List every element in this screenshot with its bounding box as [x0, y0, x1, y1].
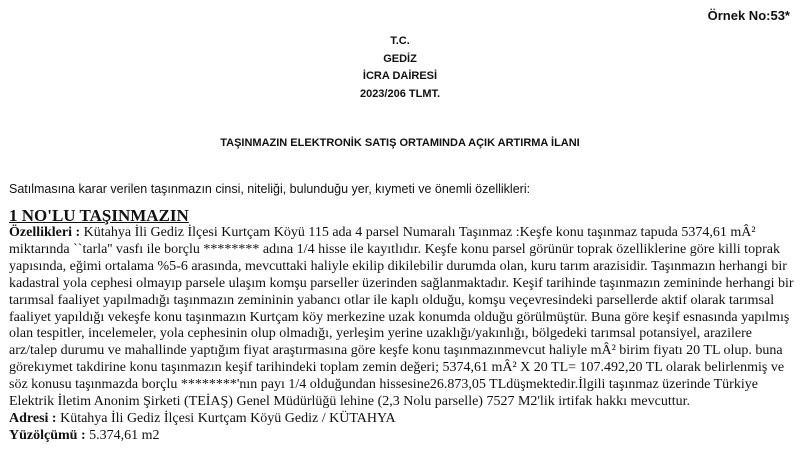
- header-line-office: İCRA DAİRESİ: [362, 70, 438, 82]
- header-line-case-no: 2023/206 TLMT.: [359, 87, 441, 100]
- property-details: [9, 225, 797, 445]
- area-label: Yüzölçümü :: [9, 427, 86, 443]
- property-heading: 1 NO'LU TAŞINMAZIN: [9, 206, 189, 225]
- intro-text: Satılmasına karar verilen taşınmazın cinsi, niteliği, bulunduğu yer, kıymeti ve önemli özellikleri:: [9, 182, 531, 196]
- notice-title: TAŞINMAZIN ELEKTRONİK SATIŞ ORTAMINDA AÇIK ARTIRMA İLANI: [220, 137, 580, 149]
- address-label: Adresi :: [9, 410, 57, 426]
- sample-number: Örnek No:53*: [707, 8, 790, 23]
- area-paragraph: [9, 428, 797, 445]
- features-paragraph: [9, 225, 797, 411]
- address-text: Kütahya İli Gediz İlçesi Kurtçam Köyü Gediz / KÜTAHYA: [56, 410, 396, 426]
- header-line-tc: T.C.: [390, 35, 410, 47]
- features-text: Kütahya İli Gediz İlçesi Kurtçam Köyü 115 ada 4 parsel Numaralı Taşınmaz :Keşfe konu taşınmaz tapuda 5374,61 mÂ² miktarında ``tarla'' vasfı ile borçlu ******** adına 1/4 hisse ile kayıtlıdır. Keşfe konu parsel görünür toprak özelliklerine göre killi toprak yapısında, eğimi ortalama %5-6 arasında, mevcuttaki haliyle ekilip dikilebilir durumda olan, kuru tarım arazisidir. Taşınmazın herhangi bir kadastral yola cephesi olmayıp parsele ulaşım komşu parseller üzerinden sağlanmaktadır. Keşif tarihinde taşınmazın zemininde herhangi bir tarımsal faaliyet yapılmadığı taşınmazın zemininin yabancı otlar ile kaplı olduğu, komşu veçevresindeki parsellerde aktif olarak tarımsal faaliyet yapıldığı vekeşfe konu taşınmazın Kurtçam köy merkezine uzak konumda olduğu görülmüştür. Buna göre keşif esnasında yapılmış olan tespitler, incelemeler, yola cephesinin olup olmadığı, yerleşim yerine uzaklığı/yakınlığı, bölgedeki tarımsal potansiyel, arazilere arz/talep durumu ve mahallinde yaptığım fiyat araştırmasına göre keşfe konu taşınmazınmevcut haliyle mÂ² birim fiyatı 20 TL olup. buna görekıymet takdirine konu taşınmazın keşif tarihindeki toplam zemin değeri; 5374,61 mÂ² X 20 TL= 107.492,20 TL olarak belirlenmiş ve söz konusu taşınmazda borçlu ********'nın payı 1/4 olduğundan hissesine26.873,05 TLdüşmektedir.İlgili taşınmaz üzerinde Türkiye Elektrik İletim Anonim Şirketi (TEİAŞ) Genel Müdürlüğü lehine (2,3 Nolu parselle) 7527 M2'lik irtifak hakkı mevcuttur.: [9, 225, 794, 410]
- features-label: Özellikleri :: [9, 225, 81, 240]
- area-text: 5.374,61 m2: [85, 427, 160, 443]
- header-line-city: GEDİZ: [383, 52, 417, 65]
- address-paragraph: [9, 411, 797, 428]
- header-block: [0, 33, 800, 103]
